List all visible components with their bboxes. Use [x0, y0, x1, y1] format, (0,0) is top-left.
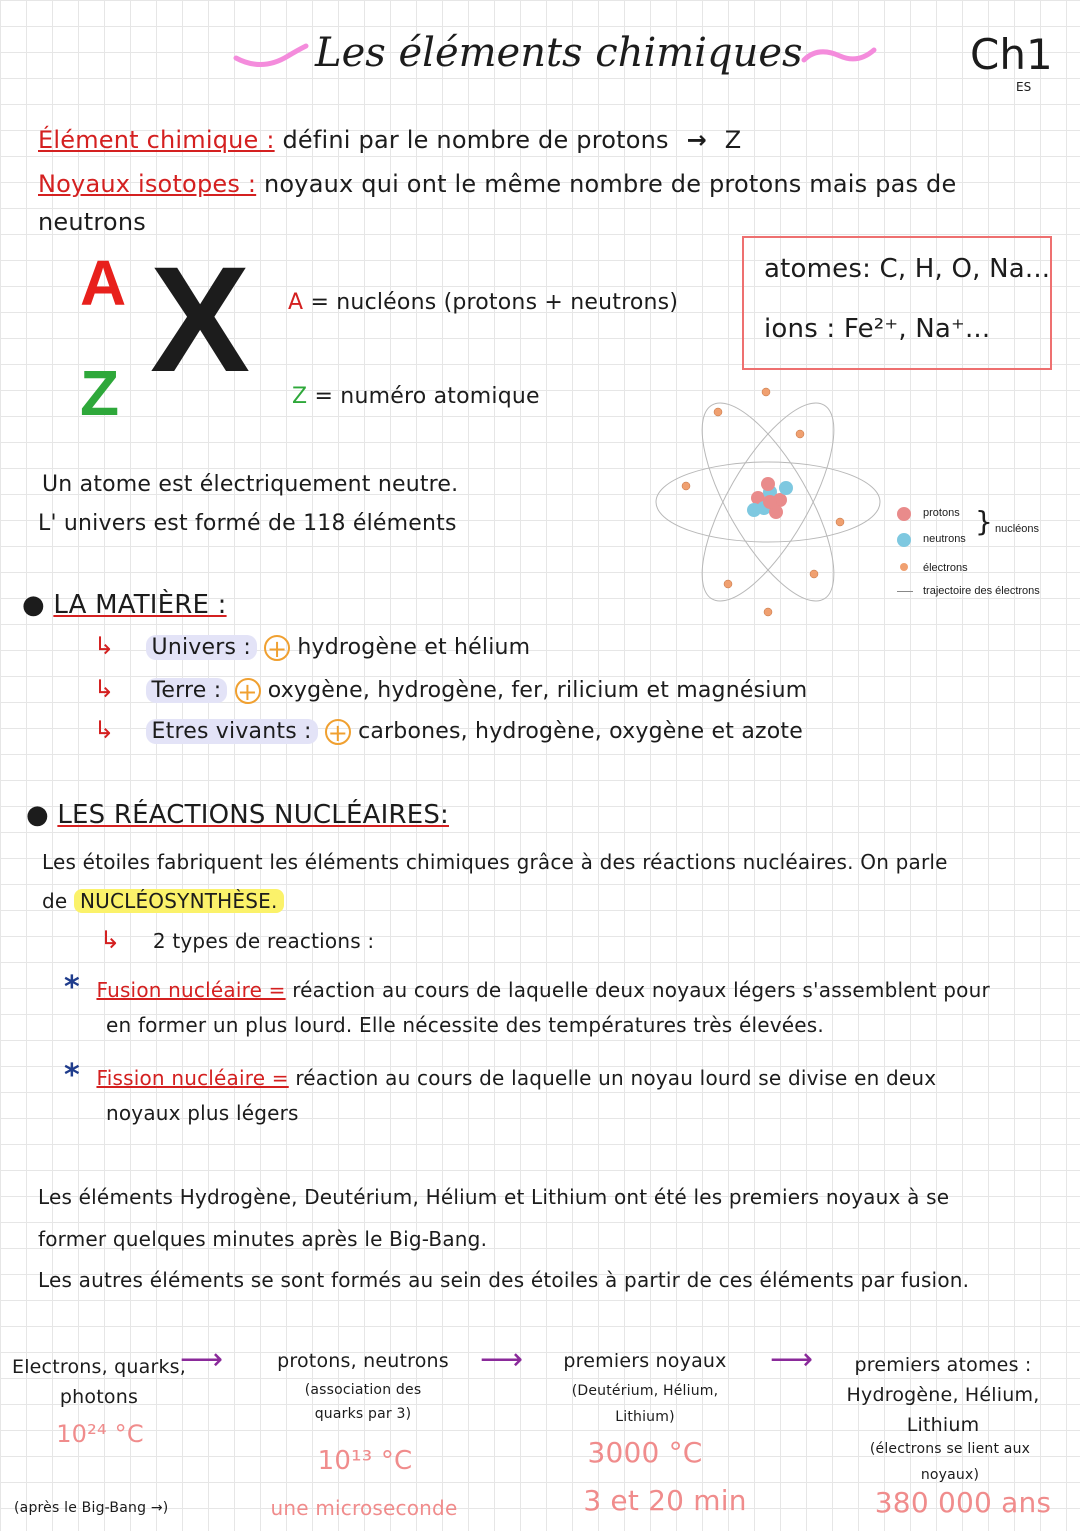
- timeline-arrow: ⟶: [770, 1342, 814, 1377]
- notation-x: X: [150, 235, 251, 403]
- plus-icon: +: [264, 635, 290, 661]
- plus-icon: +: [235, 678, 261, 704]
- matter-text: hydrogène et hélium: [297, 635, 531, 660]
- chapter-label: Ch1: [970, 30, 1053, 79]
- a-description: = nucléons (protons + neutrons): [310, 290, 679, 315]
- fusion-definition: [64, 970, 990, 1005]
- examples-atoms: atomes: C, H, O, Na...: [764, 254, 1051, 284]
- timeline-step-3-note: (Deutérium, Hélium, Lithium): [571, 1383, 719, 1425]
- matter-label: Terre :: [146, 678, 228, 703]
- reactions-intro-2: [42, 889, 284, 913]
- notation-z: Z: [80, 357, 120, 429]
- trajectory-line: [897, 591, 913, 592]
- legend-brace: }: [975, 505, 993, 538]
- fission-term: Fission nucléaire =: [96, 1066, 289, 1090]
- matter-text: oxygène, hydrogène, fer, rilicium et magnésium: [267, 678, 808, 703]
- title-swoosh-right: [800, 40, 880, 70]
- z-letter: Z: [292, 384, 308, 409]
- a-letter: A: [288, 290, 304, 315]
- isotopes-term: Noyaux isotopes :: [38, 170, 257, 198]
- element-symbol: Z: [724, 126, 742, 154]
- reactions-heading: [26, 800, 449, 830]
- fission-definition: [64, 1058, 936, 1093]
- asterisk-icon: *: [64, 970, 80, 1005]
- legend-neutrons: neutrons: [923, 533, 966, 545]
- timeline-step-4-note: (électrons se lient aux noyaux): [869, 1441, 1031, 1483]
- timeline-step-3-title: premiers noyaux: [563, 1350, 727, 1372]
- asterisk-icon: *: [64, 1058, 80, 1093]
- element-term: Élément chimique :: [38, 126, 275, 154]
- timeline-step-3-temp: 3000 °C: [587, 1436, 703, 1469]
- timeline-step-1-temp: 10²⁴ °C: [56, 1420, 144, 1448]
- fact-elements: L' univers est formé de 118 éléments: [38, 511, 457, 536]
- fusion-definition-cont: en former un plus lourd. Elle nécessite des températures très élevées.: [106, 1013, 824, 1037]
- fission-definition-cont: noyaux plus légers: [106, 1101, 299, 1125]
- timeline-arrow: ⟶: [480, 1342, 524, 1377]
- timeline-step-2-title: protons, neutrons: [277, 1350, 449, 1372]
- matter-item-living: [94, 716, 803, 745]
- element-text: défini par le nombre de protons: [282, 126, 669, 154]
- history-line-3: Les autres éléments se sont formés au sein des étoiles à partir de ces éléments par fusion.: [38, 1268, 970, 1292]
- matter-label: Etres vivants :: [146, 719, 318, 744]
- definition-element: [38, 126, 741, 154]
- timeline-arrow: ⟶: [180, 1342, 224, 1377]
- nucleosynthesis-highlight: NUCLÉOSYNTHÈSE.: [74, 889, 284, 913]
- plus-icon: +: [325, 719, 351, 745]
- legend-electrons: électrons: [923, 562, 968, 574]
- reactions-heading-text: LES RÉACTIONS NUCLÉAIRES:: [57, 800, 450, 830]
- definition-isotopes-cont: neutrons: [38, 208, 146, 236]
- notation-a: A: [80, 247, 127, 319]
- timeline-step-2-temp: 10¹³ °C: [317, 1446, 413, 1476]
- chapter-sub: ES: [1016, 80, 1032, 94]
- timeline-step-3-time: 3 et 20 min: [583, 1484, 747, 1517]
- bullet-dot: ●: [22, 590, 45, 620]
- matter-heading-text: LA MATIÈRE :: [53, 590, 227, 620]
- return-arrow-icon: ↳: [94, 716, 115, 744]
- matter-text: carbones, hydrogène, oxygène et azote: [358, 719, 803, 744]
- examples-ions: ions : Fe²⁺, Na⁺...: [764, 314, 991, 344]
- neutron-swatch: [897, 533, 911, 547]
- timeline-step-1-title: Electrons, quarks, photons: [11, 1356, 186, 1408]
- legend-protons: protons: [923, 507, 960, 519]
- matter-item-earth: [94, 675, 807, 704]
- isotopes-text: noyaux qui ont le même nombre de protons mais pas de: [264, 170, 957, 198]
- examples-box: [742, 236, 1052, 370]
- timeline-footnote: (après le Big-Bang →): [14, 1500, 169, 1516]
- notation-z-label: [292, 384, 540, 409]
- history-line-1: Les éléments Hydrogène, Deutérium, Hélium et Lithium ont été les premiers noyaux à se: [38, 1185, 950, 1209]
- definition-isotopes: [38, 170, 956, 198]
- timeline-step-2-note: (association des quarks par 3): [304, 1382, 422, 1422]
- z-description: = numéro atomique: [314, 384, 540, 409]
- page-title: Les éléments chimiques: [315, 30, 803, 76]
- timeline-step-4-title: premiers atomes : Hydrogène, Hélium, Lithium: [846, 1354, 1040, 1436]
- fission-text: réaction au cours de laquelle un noyau lourd se divise en deux: [295, 1066, 937, 1090]
- electron-swatch: [900, 563, 908, 571]
- return-arrow-icon: ↳: [94, 675, 115, 703]
- return-arrow-icon: ↳: [94, 632, 115, 660]
- intro-prefix: de: [42, 889, 68, 913]
- fusion-text: réaction au cours de laquelle deux noyaux légers s'assemblent pour: [292, 978, 990, 1002]
- legend-nucleons: nucléons: [995, 523, 1040, 535]
- history-line-2: former quelques minutes après le Big-Bang.: [38, 1227, 488, 1251]
- atom-diagram: [650, 380, 900, 620]
- reactions-intro-1: Les étoiles fabriquent les éléments chimiques grâce à des réactions nucléaires. On parle: [42, 850, 948, 874]
- timeline-step-2-time: une microseconde: [270, 1496, 458, 1520]
- fusion-term: Fusion nucléaire =: [96, 978, 286, 1002]
- matter-item-universe: [94, 632, 530, 661]
- return-arrow-icon: ↳: [100, 926, 121, 954]
- types-text: 2 types de reactions :: [152, 929, 375, 953]
- atom-legend: [895, 505, 1075, 605]
- title-swoosh-left: [232, 40, 312, 70]
- nucleus: [747, 477, 793, 519]
- bullet-dot: ●: [26, 800, 49, 830]
- matter-label: Univers :: [146, 635, 257, 660]
- timeline-step-4-time: 380 000 ans: [874, 1486, 1052, 1519]
- reaction-types: [100, 926, 374, 954]
- notation-a-label: [288, 290, 678, 315]
- matter-heading: [22, 590, 227, 620]
- element-arrow: →: [686, 126, 707, 154]
- fact-neutral: Un atome est électriquement neutre.: [42, 472, 459, 497]
- proton-swatch: [897, 507, 911, 521]
- legend-trajectory: trajectoire des électrons: [923, 585, 1040, 597]
